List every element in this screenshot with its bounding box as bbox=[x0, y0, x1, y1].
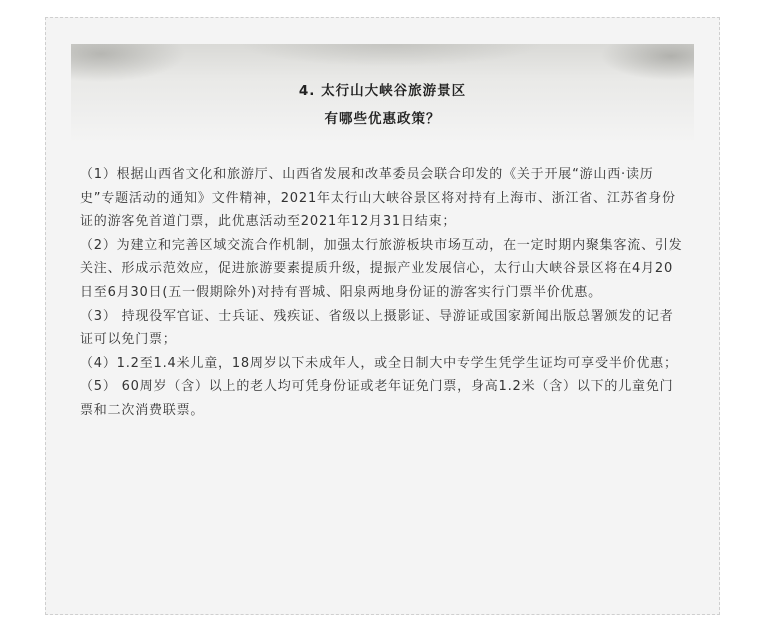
paragraph-4: （4）1.2至1.4米儿童，18周岁以下未成年人，或全日制大中专学生凭学生证均可享受半价优惠； bbox=[80, 355, 678, 371]
header-banner bbox=[71, 44, 694, 144]
paragraph-1: （1）根据山西省文化和旅游厅、山西省发展和改革委员会联合印发的《关于开展“游山西·读历史”专题活动的通知》文件精神，2021年太行山大峡谷景区将对持有上海市、浙江省、江苏省身份证的游客免首道门票，此优惠活动至2021年12月31日结束； bbox=[80, 167, 676, 230]
section-subtitle: 有哪些优惠政策？ bbox=[324, 111, 441, 127]
article-body bbox=[80, 163, 686, 423]
paragraph-5: （5） 60周岁（含）以上的老人均可凭身份证或老年证免门票，身高1.2米（含）以下的儿童免门票和二次消费联票。 bbox=[80, 379, 674, 418]
paragraph-3: （3） 持现役军官证、士兵证、残疾证、省级以上摄影证、导游证或国家新闻出版总署颁发的记者证可以免门票； bbox=[80, 308, 674, 348]
section-title: 4. 太行山大峡谷旅游景区 bbox=[298, 83, 467, 99]
paragraph-2: （2）为建立和完善区域交流合作机制，加强太行旅游板块市场互动，在一定时期内聚集客流、引发关注、形成示范效应，促进旅游要素提质升级，提振产业发展信心，太行山大峡谷景区将在4月20日至6月30日(五一假期除外)对持有晋城、阳泉两地身份证的游客实行门票半价优惠。 bbox=[80, 237, 683, 300]
